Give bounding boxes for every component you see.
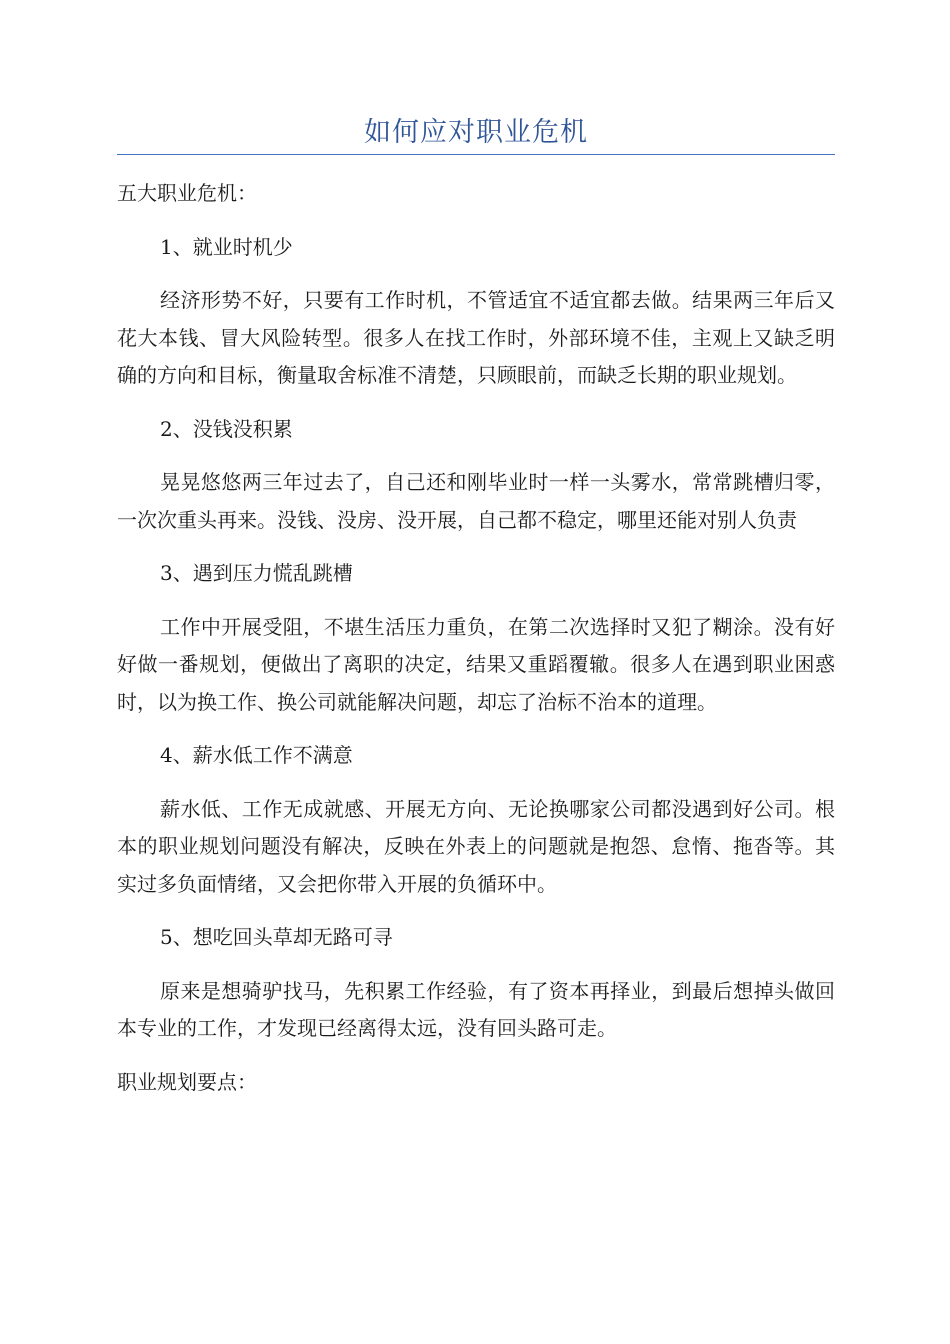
document-title: 如何应对职业危机 xyxy=(364,117,588,148)
section-body-5: 原来是想骑驴找马，先积累工作经验，有了资本再择业，到最后想掉头做回本专业的工作，才发现已经离得太远，没有回头路可走。 xyxy=(117,978,835,1040)
section-heading-1: 1、就业时机少 xyxy=(160,234,293,259)
document-page xyxy=(117,0,835,1344)
document-body xyxy=(117,175,835,1117)
section-body-1: 经济形势不好，只要有工作时机，不管适宜不适宜都去做。结果两三年后又花大本钱、冒大风险转型。很多人在找工作时，外部环境不佳，主观上又缺乏明确的方向和目标，衡量取舍标准不清楚，只顾眼前，而缺乏长期的职业规划。 xyxy=(117,288,835,387)
section-heading-2: 2、没钱没积累 xyxy=(160,416,293,441)
section-body-2: 晃晃悠悠两三年过去了，自己还和刚毕业时一样一头雾水，常常跳槽归零，一次次重头再来。没钱、没房、没开展，自己都不稳定，哪里还能对别人负责 xyxy=(117,470,835,532)
section-heading-3: 3、遇到压力慌乱跳槽 xyxy=(160,561,353,585)
title-underline xyxy=(117,154,835,155)
section-heading-5: 5、想吃回头草却无路可寻 xyxy=(160,925,393,949)
intro-heading: 五大职业危机： xyxy=(117,181,257,205)
section-heading-4: 4、薪水低工作不满意 xyxy=(160,743,353,767)
section-body-3: 工作中开展受阻，不堪生活压力重负，在第二次选择时又犯了糊涂。没有好好做一番规划，便做出了离职的决定，结果又重蹈覆辙。很多人在遇到职业困惑时，以为换工作、换公司就能解决问题，却忘了治标不治本的道理。 xyxy=(117,614,835,714)
section-body-4: 薪水低、工作无成就感、开展无方向、无论换哪家公司都没遇到好公司。根本的职业规划问题没有解决，反映在外表上的问题就是抱怨、怠惰、拖沓等。其实过多负面情绪，又会把你带入开展的负循环中。 xyxy=(117,796,835,896)
closing-heading: 职业规划要点： xyxy=(117,1069,257,1094)
